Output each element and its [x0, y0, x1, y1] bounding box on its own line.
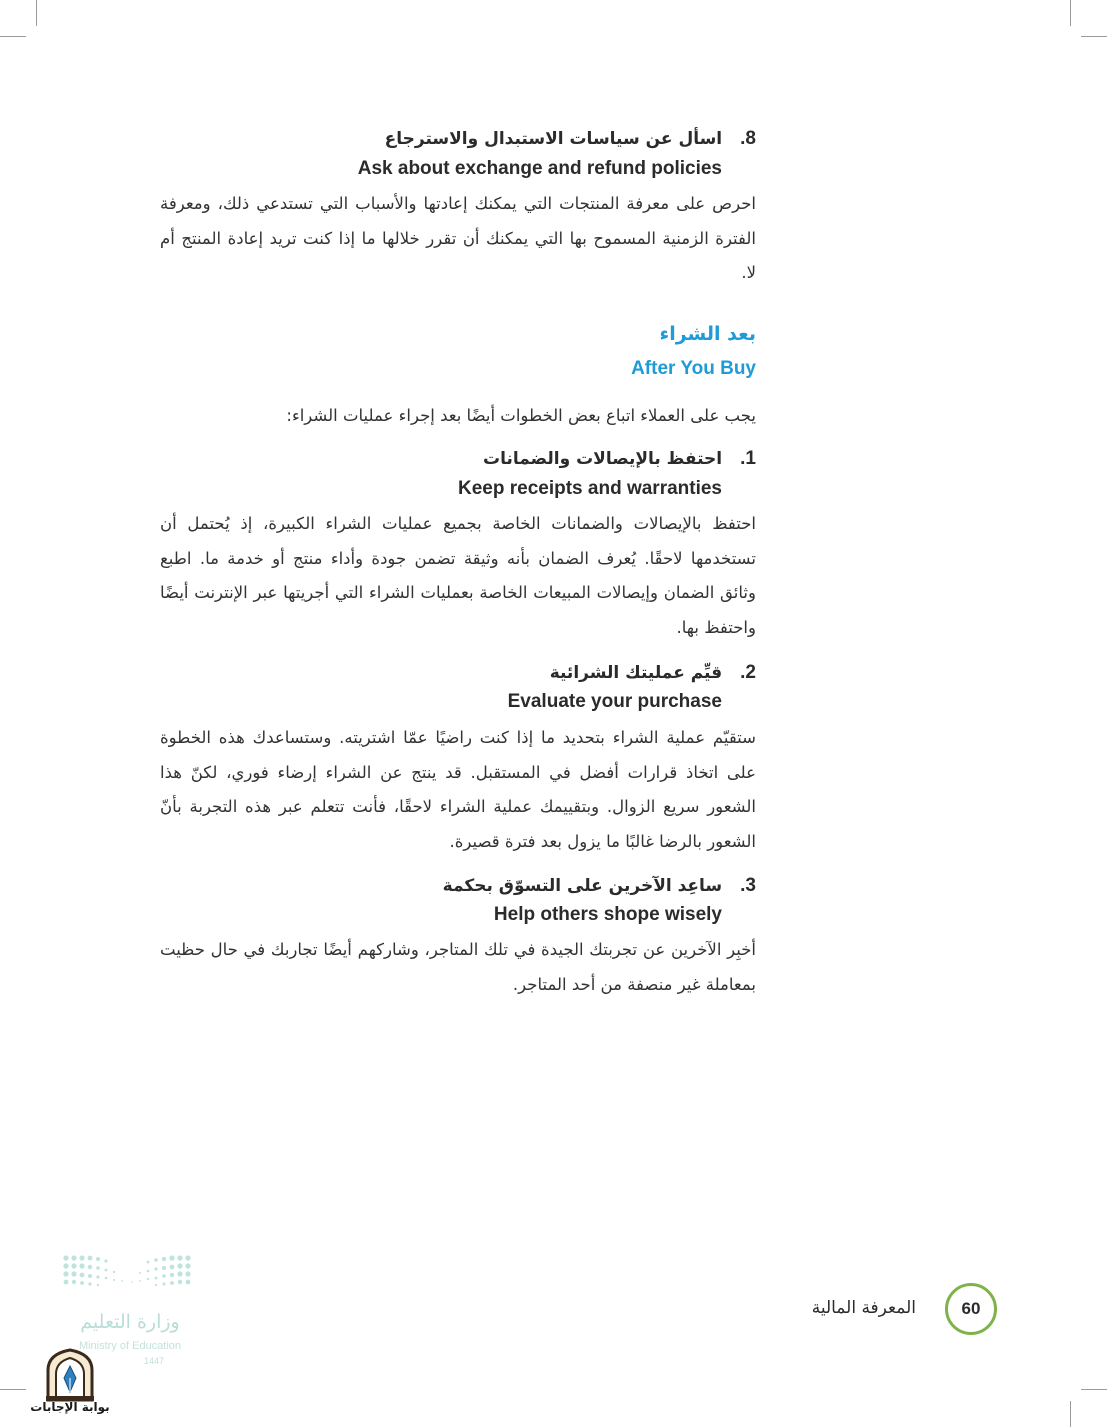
- item-number: .3: [740, 875, 756, 896]
- item-title-en: Evaluate your purchase: [507, 691, 722, 712]
- item-2-heading: [550, 662, 756, 684]
- item-title-en: Help others shope wisely: [493, 904, 722, 925]
- item-title-ar: ساعِد الآخرين على التسوّق بحكمة: [442, 876, 723, 896]
- crop-mark: [1081, 36, 1107, 37]
- item-title-en: Keep receipts and warranties: [458, 478, 722, 499]
- item-number: .1: [740, 448, 756, 469]
- section-heading-ar: بعد الشراء: [659, 323, 756, 345]
- item-title-ar: احتفظ بالإيصالات والضمانات: [483, 449, 723, 469]
- crop-mark: [1081, 1389, 1107, 1390]
- ministry-name-ar: وزارة التعليم: [80, 1311, 180, 1333]
- book-title: المعرفة المالية: [811, 1298, 916, 1318]
- crop-mark: [36, 0, 37, 26]
- item-title-ar: قيِّم عمليتك الشرائية: [549, 663, 723, 683]
- item-number: .8: [740, 128, 756, 149]
- item-paragraph: ستقيّم عملية الشراء بتحديد ما إذا كنت راضيًا عمّا اشتريته. وستساعدك هذه الخطوة على اتخاذ قرارات أفضل في المستقبل. قد ينتج عن الشراء إرضاء فوري، لكنّ هذا الشعور سريع الزوال. وبتقييمك عملية الشراء لاحقًا، فأنت تتعلم عبر هذه التجربة بأنّ الشعور بالرضا غالبًا ما يزول بعد فترة قصيرة.: [160, 728, 756, 851]
- answers-gate-logo-icon: [44, 1348, 96, 1402]
- item-number: .2: [740, 662, 756, 683]
- section-heading-en: After You Buy: [631, 358, 756, 379]
- ministry-name-en: Ministry of Education: [78, 1340, 182, 1352]
- item-3-heading: [443, 875, 756, 897]
- item-8-heading: [385, 128, 756, 150]
- crop-mark: [1070, 0, 1071, 26]
- item-paragraph: احرص على معرفة المنتجات التي يمكنك إعادتها والأسباب التي تستدعي ذلك، ومعرفة الفترة الزمنية المسموح بها التي يمكنك أن تقرر خلالها ما إذا كنت تريد إعادة المنتج أم لا.: [160, 194, 756, 282]
- item-1-heading: [483, 448, 756, 470]
- item-paragraph: احتفظ بالإيصالات والضمانات الخاصة بجميع عمليات الشراء الكبيرة، إذ يُحتمل أن تستخدمها لاحقًا. يُعرف الضمان بأنه وثيقة تضمن جودة وأداء منتج أو خدمة ما. اطبع وثائق الضمان وإيصالات المبيعات الخاصة بعمليات الشراء التي أجريتها عبر الإنترنت أيضًا واحتفظ بها.: [160, 514, 756, 637]
- ministry-year: 1447: [143, 1356, 164, 1366]
- item-paragraph: أخبِر الآخرين عن تجربتك الجيدة في تلك المتاجر، وشاركهم أيضًا تجاربك في حال حظيت بمعاملة غير منصفة من أحد المتاجر.: [160, 940, 756, 994]
- item-title-en: Ask about exchange and refund policies: [357, 158, 722, 179]
- answers-gate-label: بوابة الإجابات: [30, 1400, 110, 1414]
- page-number: 60: [945, 1283, 997, 1335]
- section-intro: يجب على العملاء اتباع بعض الخطوات أيضًا بعد إجراء عمليات الشراء:: [286, 406, 756, 425]
- crop-mark: [0, 36, 26, 37]
- crop-mark: [1070, 1401, 1071, 1427]
- item-title-ar: اسأل عن سياسات الاستبدال والاسترجاع: [384, 129, 723, 149]
- crop-mark: [0, 1389, 26, 1390]
